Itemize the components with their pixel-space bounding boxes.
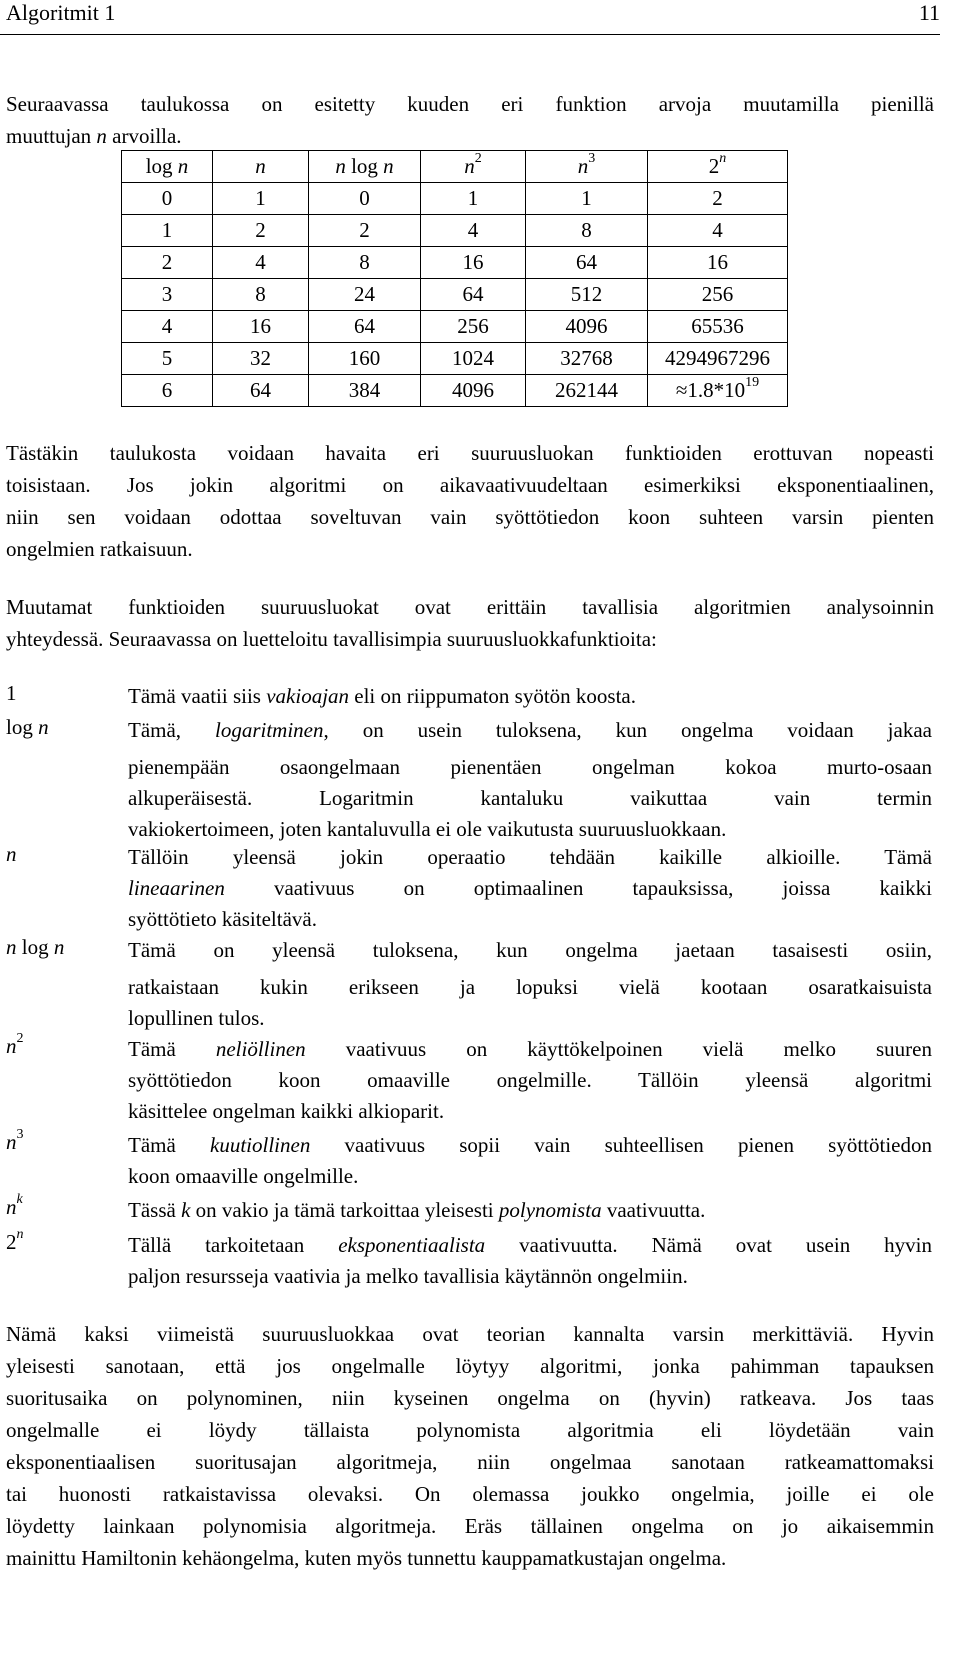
text-line: suoritusaika on polynominen, niin kyseinen ongelma on (hyvin) ratkeava. Jos taas <box>6 1386 934 1410</box>
table-cell: 6 <box>122 375 213 407</box>
col-header-n: n <box>213 151 309 183</box>
class-description: Tämä vaatii siis vakioajan eli on riippumaton syötön koosta. <box>128 684 637 708</box>
table-cell: 512 <box>526 279 648 311</box>
class-label: 2$^n$ <box>6 1227 24 1254</box>
intro-paragraph <box>6 88 934 152</box>
col-header-2-pow-n: 2$^n$ <box>648 151 788 183</box>
table-cell: 256 <box>421 311 526 343</box>
table-cell: 4294967296 <box>648 343 788 375</box>
table-cell: 1 <box>122 215 213 247</box>
class-description: Tämä kuutiollinen vaativuus sopii vain suhteellisen pienen syöttötiedon koon omaaville ongelmille. <box>128 1133 932 1188</box>
class-label: n <box>6 842 17 866</box>
table-row <box>122 215 788 247</box>
table-cell: 4096 <box>526 311 648 343</box>
class-description: Tällä tarkoitetaan eksponentiaalista vaativuutta. Nämä ovat usein hyvin paljon resursseja vaativia ja melko tavallisia käytännön ongelmiin. <box>128 1233 932 1288</box>
text-line: tai huonosti ratkaistavissa olevaksi. On olemassa joukko ongelmia, joille ei ole <box>6 1482 934 1506</box>
table-cell: 16 <box>421 247 526 279</box>
page-header <box>0 0 940 35</box>
table-header-row <box>122 151 788 183</box>
table-row <box>122 279 788 311</box>
table-cell: 5 <box>122 343 213 375</box>
class-label: $n^k$ <box>6 1192 23 1219</box>
text-line: ongelmien ratkaisuun. <box>6 537 193 561</box>
text-line: eksponentiaalisen suoritusajan algoritmeja, niin ongelmaa sanotaan ratkeamattomaksi <box>6 1450 934 1474</box>
table-cell: 3 <box>122 279 213 311</box>
table-cell: 256 <box>648 279 788 311</box>
table-cell: 384 <box>309 375 421 407</box>
table-cell: 2 <box>309 215 421 247</box>
table-cell: 160 <box>309 343 421 375</box>
table-cell: 2 <box>213 215 309 247</box>
table-row <box>122 247 788 279</box>
class-description: Tämä on yleensä tuloksena, kun ongelma jaetaan tasaisesti osiin, ratkaistaan kukin erikseen ja lopuksi vielä kootaan osaratkaisuista lopullinen tulos. <box>128 938 932 1030</box>
table-cell: 64 <box>526 247 648 279</box>
class-label: n log n <box>6 935 65 959</box>
col-header-n-squared: $n^2$ <box>421 151 526 183</box>
table-cell: 65536 <box>648 311 788 343</box>
table-cell: 2 <box>122 247 213 279</box>
table-row <box>122 311 788 343</box>
table-cell: 4 <box>421 215 526 247</box>
text-line: mainittu Hamiltonin kehäongelma, kuten myös tunnettu kauppamatkustajan ongelma. <box>6 1546 727 1570</box>
table-cell: 2 <box>648 183 788 215</box>
table-cell: 262144 <box>526 375 648 407</box>
table-cell: 0 <box>309 183 421 215</box>
text-line: yhteydessä. Seuraavassa on luetteloitu tavallisimpia suuruusluokkafunktioita: <box>6 627 657 651</box>
class-label: log n <box>6 715 49 739</box>
class-description: Tässä k on vakio ja tämä tarkoittaa yleisesti polynomista vaativuutta. <box>128 1198 706 1222</box>
table-cell-approx: $\approx 1.8*10^{19}$ <box>648 375 788 407</box>
paragraph-4 <box>6 1318 934 1574</box>
page-number: 11 <box>918 0 940 25</box>
class-label: 1 <box>6 681 17 705</box>
table-cell: 8 <box>213 279 309 311</box>
col-header-n-cubed: $n^3$ <box>526 151 648 183</box>
paragraph-2 <box>6 437 934 565</box>
intro-line: Seuraavassa taulukossa on esitetty kuuden eri funktion arvoja muutamilla pienillä <box>6 92 934 116</box>
text-line: ongelmalle ei löydy tällaista polynomista algoritmia eli löydetään vain <box>6 1418 934 1442</box>
table-row <box>122 183 788 215</box>
table-cell: 32768 <box>526 343 648 375</box>
text-line: niin sen voidaan odottaa soveltuvan vain syöttötiedon koon suhteen varsin pienten <box>6 505 934 529</box>
table-row <box>122 343 788 375</box>
table-cell: 64 <box>213 375 309 407</box>
table-cell: 32 <box>213 343 309 375</box>
table-cell: 16 <box>648 247 788 279</box>
table-cell: 1 <box>526 183 648 215</box>
paragraph-3 <box>6 591 934 655</box>
table-cell: 4096 <box>421 375 526 407</box>
class-description: Tämä, logaritminen, on usein tuloksena, kun ongelma voidaan jakaa pienempään osaongelmaan pienentäen ongelman kokoa murto-osaan alkuperäisestä. Logaritmin kantaluku vaikuttaa vain termin vakiokertoimeen, joten kantaluvulla ei ole vaikutusta suuruusluokkaan. <box>128 718 932 841</box>
table-cell: 4 <box>213 247 309 279</box>
text-line: Muutamat funktioiden suuruusluokat ovat erittäin tavallisia algoritmien analysoinnin <box>6 595 934 619</box>
class-description: Tällöin yleensä jokin operaatio tehdään kaikille alkioille. Tämä lineaarinen vaativuus on optimaalinen tapauksissa, joissa kaikki syöttötieto käsiteltävä. <box>128 845 932 931</box>
table-cell: 8 <box>526 215 648 247</box>
text-line: Tästäkin taulukosta voidaan havaita eri suuruusluokan funktioiden erottuvan nopeasti <box>6 441 934 465</box>
table-cell: 1 <box>213 183 309 215</box>
table-row <box>122 375 788 407</box>
text-line: löydetty lainkaan polynomisia algoritmeja. Eräs tällainen ongelma on jo aikaisemmin <box>6 1514 934 1538</box>
header-title: Algoritmit 1 <box>6 0 116 25</box>
col-header-n-log-n: n log n <box>309 151 421 183</box>
col-header-log-n: log n <box>122 151 213 183</box>
table-cell: 4 <box>648 215 788 247</box>
table-cell: 1024 <box>421 343 526 375</box>
table-cell: 4 <box>122 311 213 343</box>
table-cell: 1 <box>421 183 526 215</box>
class-label: $n^2$ <box>6 1031 24 1058</box>
class-description: Tämä neliöllinen vaativuus on käyttökelpoinen vielä melko suuren syöttötiedon koon omaaville ongelmille. Tällöin yleensä algoritmi käsittelee ongelman kaikki alkioparit. <box>128 1037 932 1123</box>
class-label: $n^3$ <box>6 1127 24 1154</box>
intro-line: muuttujan n arvoilla. <box>6 124 182 148</box>
text-line: Nämä kaksi viimeistä suuruusluokkaa ovat teorian kannalta varsin merkittäviä. Hyvin <box>6 1322 934 1346</box>
text-line: yleisesti sanotaan, että jos ongelmalle löytyy algoritmi, jonka pahimman tapauksen <box>6 1354 934 1378</box>
table-cell: 64 <box>309 311 421 343</box>
table-cell: 8 <box>309 247 421 279</box>
table-cell: 16 <box>213 311 309 343</box>
table-cell: 24 <box>309 279 421 311</box>
table-cell: 0 <box>122 183 213 215</box>
text-line: toisistaan. Jos jokin algoritmi on aikavaativuudeltaan esimerkiksi eksponentiaalinen, <box>6 473 934 497</box>
function-values-table <box>121 150 788 407</box>
table-cell: 64 <box>421 279 526 311</box>
